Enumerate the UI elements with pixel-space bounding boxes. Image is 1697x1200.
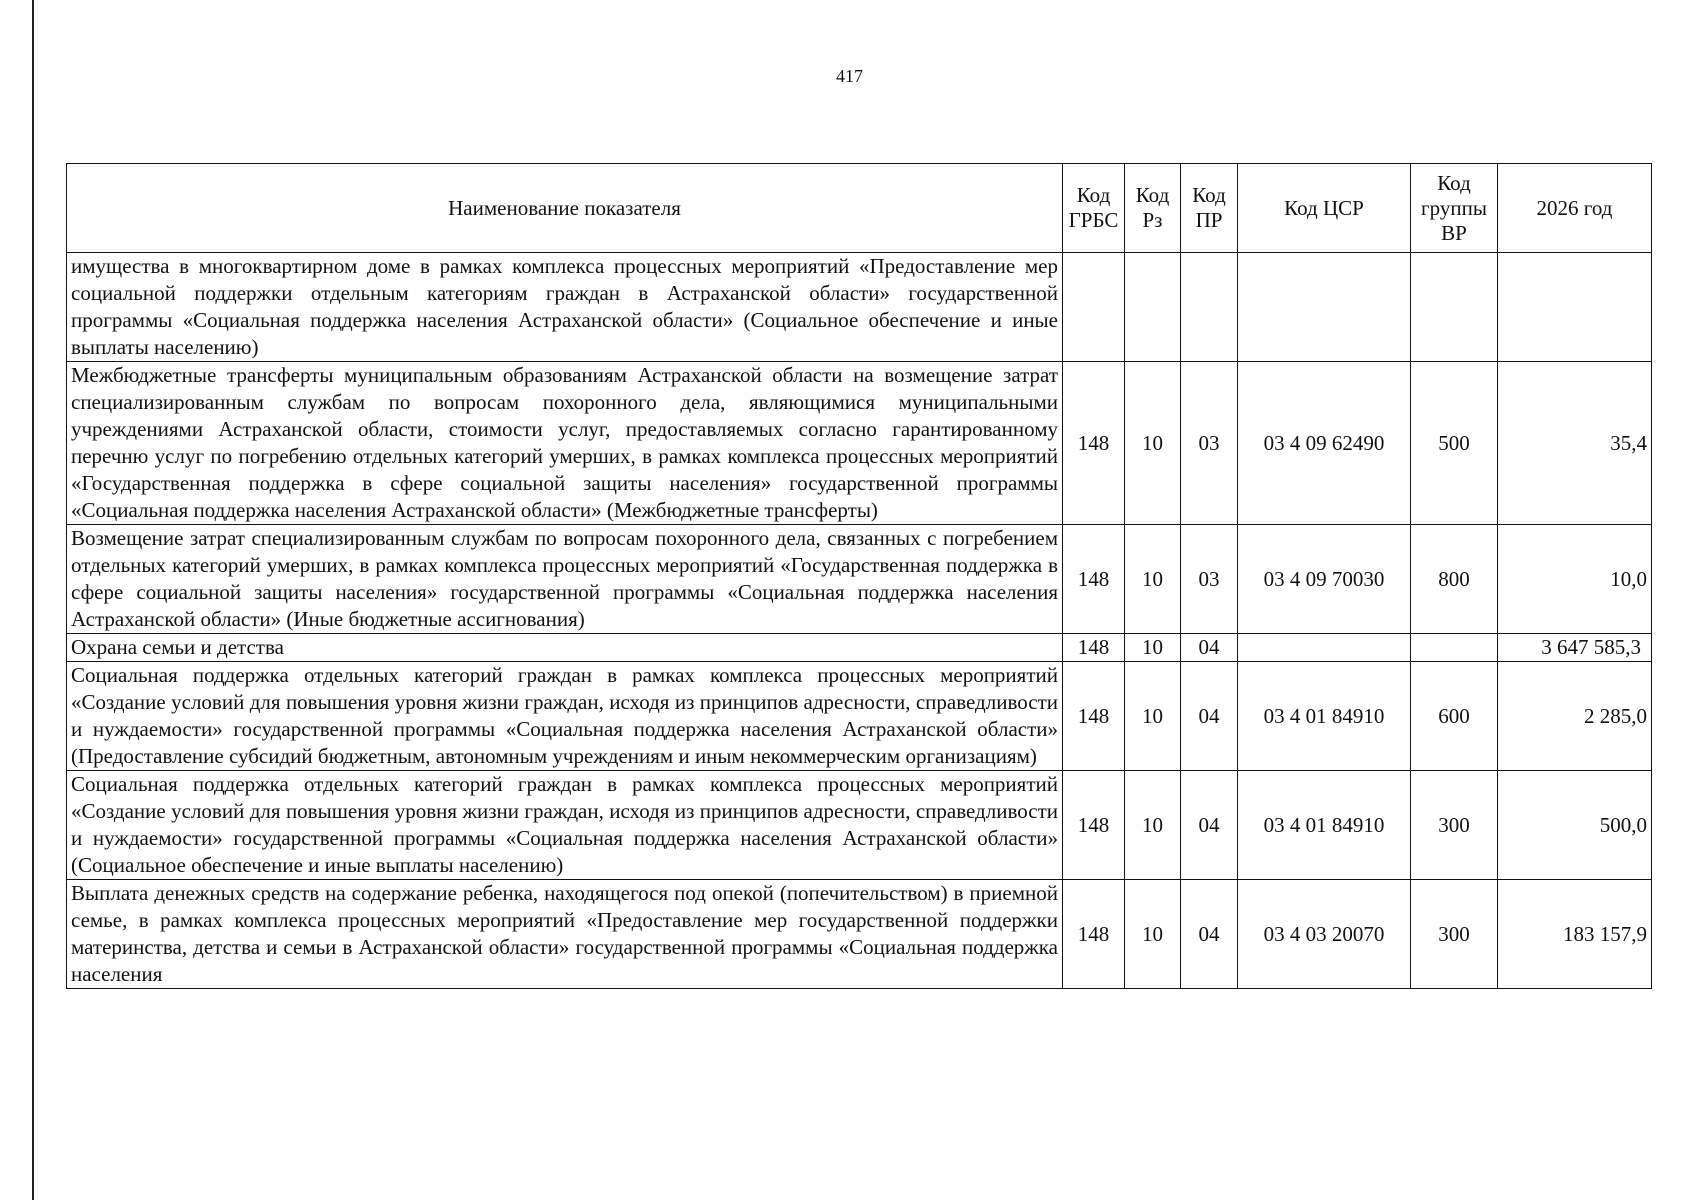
row-amount: 183 157,9 xyxy=(1498,880,1652,989)
row-name: Межбюджетные трансферты муниципальным образованиям Астраханской области на возмещение затрат специализированным службам по вопросам похоронного дела, являющимися муниципальными учреждениями Астраханской области, стоимости услуг, предоставляемых согласно гарантированному перечню услуг по погребению отдельных категорий умерших, в рамках комплекса процессных мероприятий «Государственная поддержка в сфере социальной защиты населения» государственной программы «Социальная поддержка населения Астраханской области» (Межбюджетные трансферты) xyxy=(67,362,1063,525)
row-grbs: 148 xyxy=(1063,771,1125,880)
row-amount: 3 647 585,3 xyxy=(1498,634,1652,662)
row-grbs: 148 xyxy=(1063,662,1125,771)
row-rz: 10 xyxy=(1125,634,1181,662)
row-name: имущества в многоквартирном доме в рамках комплекса процессных мероприятий «Предоставление мер социальной поддержки отдельным категориям граждан в Астраханской области» государственной программы «Социальная поддержка населения Астраханской области» (Социальное обеспечение и иные выплаты населению) xyxy=(67,253,1063,362)
row-grbs: 148 xyxy=(1063,880,1125,989)
header-rz: Код Рз xyxy=(1125,164,1181,253)
left-margin-line xyxy=(32,0,34,1200)
row-grbs: 148 xyxy=(1063,362,1125,525)
table-row xyxy=(67,771,1652,880)
table-row xyxy=(67,253,1652,362)
row-amount: 35,4 xyxy=(1498,362,1652,525)
row-csr xyxy=(1238,253,1411,362)
row-vr: 300 xyxy=(1411,771,1498,880)
page-number: 417 xyxy=(836,66,863,86)
table-row xyxy=(67,880,1652,989)
row-vr xyxy=(1411,253,1498,362)
header-year: 2026 год xyxy=(1498,164,1652,253)
header-pr: Код ПР xyxy=(1181,164,1238,253)
table-row xyxy=(67,525,1652,634)
budget-table xyxy=(66,163,1652,989)
header-csr: Код ЦСР xyxy=(1238,164,1411,253)
row-pr: 04 xyxy=(1181,771,1238,880)
row-csr: 03 4 01 84910 xyxy=(1238,662,1411,771)
row-pr: 04 xyxy=(1181,634,1238,662)
row-amount xyxy=(1498,253,1652,362)
row-name: Выплата денежных средств на содержание ребенка, находящегося под опекой (попечительством) в приемной семье, в рамках комплекса процессных мероприятий «Предоставление мер государственной поддержки материнства, детства и семьи в Астраханской области» государственной программы «Социальная поддержка населения xyxy=(67,880,1063,989)
header-name: Наименование показателя xyxy=(67,164,1063,253)
row-amount: 2 285,0 xyxy=(1498,662,1652,771)
row-rz: 10 xyxy=(1125,662,1181,771)
row-pr xyxy=(1181,253,1238,362)
row-csr xyxy=(1238,634,1411,662)
row-rz: 10 xyxy=(1125,880,1181,989)
row-pr: 03 xyxy=(1181,525,1238,634)
row-name: Охрана семьи и детства xyxy=(67,634,1063,662)
row-grbs xyxy=(1063,253,1125,362)
row-pr: 04 xyxy=(1181,880,1238,989)
row-rz xyxy=(1125,253,1181,362)
row-rz: 10 xyxy=(1125,362,1181,525)
row-rz: 10 xyxy=(1125,771,1181,880)
row-grbs: 148 xyxy=(1063,634,1125,662)
row-vr xyxy=(1411,634,1498,662)
row-vr: 600 xyxy=(1411,662,1498,771)
row-name: Социальная поддержка отдельных категорий граждан в рамках комплекса процессных мероприятий «Создание условий для повышения уровня жизни граждан, исходя из принципов адресности, справедливости и нуждаемости» государственной программы «Социальная поддержка населения Астраханской области» (Предоставление субсидий бюджетным, автономным учреждениям и иным некоммерческим организациям) xyxy=(67,662,1063,771)
table-header-row xyxy=(67,164,1652,253)
row-pr: 03 xyxy=(1181,362,1238,525)
row-vr: 800 xyxy=(1411,525,1498,634)
row-csr: 03 4 09 62490 xyxy=(1238,362,1411,525)
table-row xyxy=(67,362,1652,525)
row-name: Возмещение затрат специализированным службам по вопросам похоронного дела, связанных с погребением отдельных категорий умерших, в рамках комплекса процессных мероприятий «Государственная поддержка в сфере социальной защиты населения» государственной программы «Социальная поддержка населения Астраханской области» (Иные бюджетные ассигнования) xyxy=(67,525,1063,634)
row-amount: 500,0 xyxy=(1498,771,1652,880)
row-csr: 03 4 01 84910 xyxy=(1238,771,1411,880)
row-rz: 10 xyxy=(1125,525,1181,634)
table-row-total xyxy=(67,634,1652,662)
row-vr: 300 xyxy=(1411,880,1498,989)
row-vr: 500 xyxy=(1411,362,1498,525)
row-pr: 04 xyxy=(1181,662,1238,771)
table-row xyxy=(67,662,1652,771)
row-grbs: 148 xyxy=(1063,525,1125,634)
row-amount: 10,0 xyxy=(1498,525,1652,634)
row-name: Социальная поддержка отдельных категорий граждан в рамках комплекса процессных мероприятий «Создание условий для повышения уровня жизни граждан, исходя из принципов адресности, справедливости и нуждаемости» государственной программы «Социальная поддержка населения Астраханской области» (Социальное обеспечение и иные выплаты населению) xyxy=(67,771,1063,880)
row-csr: 03 4 03 20070 xyxy=(1238,880,1411,989)
row-csr: 03 4 09 70030 xyxy=(1238,525,1411,634)
header-grbs: Код ГРБС xyxy=(1063,164,1125,253)
header-vr: Код группы ВР xyxy=(1411,164,1498,253)
